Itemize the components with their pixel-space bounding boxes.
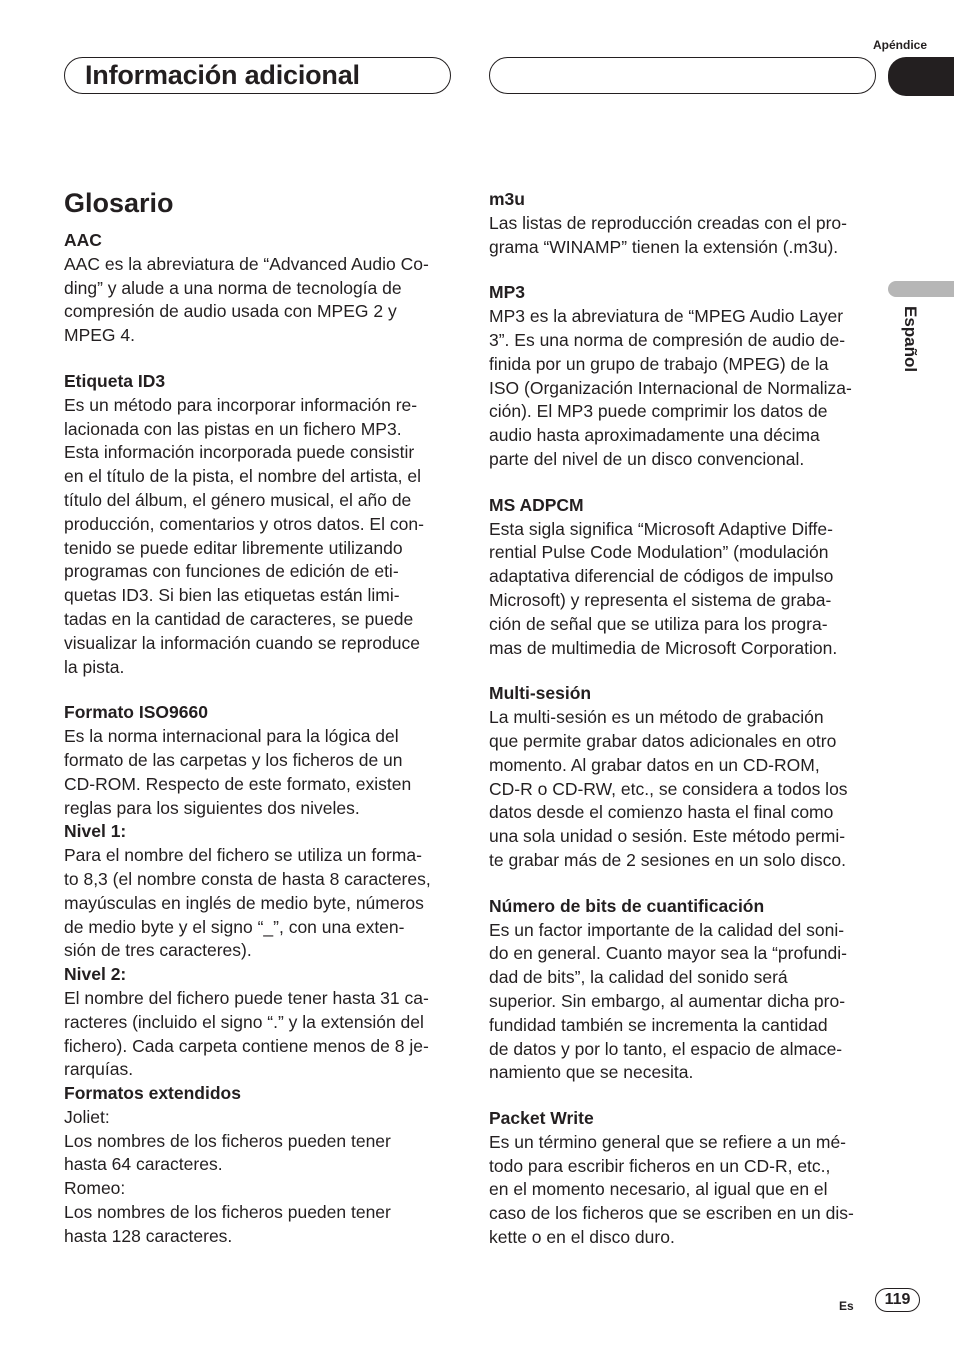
glossary-term: Packet Write: [489, 1108, 594, 1129]
footer-language-code: Es: [839, 1299, 854, 1313]
glossary-definition: Es un método para incorporar información re- lacionada con las pistas en un fichero MP3. Esta información incorporada puede consistir en el título de la pista, el nombre del artista, el título del álbum, el género musical, el año de producción, comentarios y otros datos. El con- tenido se puede editar libremente utilizando programas con funciones de edición de eti- quetas ID3. Si bien las etiquetas están limi- tadas en la cantidad de caracteres, se puede visualizar la información cuando se reproduce la pista.: [64, 394, 424, 677]
glossary-entry: [64, 370, 454, 679]
glossary-entry: [489, 494, 879, 661]
glossary-definition: Esta sigla significa “Microsoft Adaptive Diffe- rential Pulse Code Modulation” (modulación adaptativa diferencial de códigos de impulso Microsoft) y representa el sistema de graba- ción de señal que se utiliza para los progra- mas de multimedia de Microsoft Corporation.: [489, 518, 838, 658]
header-title-box: [64, 57, 451, 94]
glossary-definition: AAC es la abreviatura de “Advanced Audio Co- ding” y alude a una norma de tecnología de compresión de audio usada con MPEG 2 y MPEG 4.: [64, 253, 429, 346]
glossary-term: Etiqueta ID3: [64, 370, 166, 391]
glossary-definition: La multi-sesión es un método de grabación que permite grabar datos adicionales en otro momento. Al grabar datos en un CD-ROM, CD-R o CD-RW, etc., se considera a todos los datos desde el comienzo hasta el final como una sola unidad o sesión. Este método permi- te grabar más de 2 sesiones en un solo disco.: [489, 707, 848, 870]
glossary-definition: Es un factor importante de la calidad del soni- do en general. Cuanto mayor sea la “profundi- dad de bits”, la calidad del sonido será superior. Sin embargo, al aumentar dicha pro- fundidad también se incrementa la cantidad de datos y por lo tanto, el espacio de almace- namiento que se necesita.: [489, 919, 847, 1083]
sub-term: Nivel 2:: [64, 964, 127, 985]
glossary-definition: Es la norma internacional para la lógica del formato de las carpetas y los ficheros de un CD-ROM. Respecto de este formato, existen reglas para los siguientes dos niveles.: [64, 726, 412, 818]
glossary-term: AAC: [64, 230, 102, 250]
sub-definition: Para el nombre del fichero se utiliza un forma- to 8,3 (el nombre consta de hasta 8 caracteres, mayúsculas en inglés de medio byte, números de medio byte y el signo “_”, con una exten- sión de tres caracteres).: [64, 845, 431, 961]
glossary-definition: Las listas de reproducción creadas con el pro- grama “WINAMP” tienen la extensión (.m3u).: [489, 212, 847, 257]
glossary-term: MP3: [489, 282, 525, 303]
glossary-title: Glosario: [64, 188, 174, 218]
language-tab: [888, 281, 954, 297]
glossary-entry: [489, 682, 879, 872]
right-column: [489, 188, 879, 1272]
glossary-entry: [489, 1107, 879, 1250]
glossary-term: Multi-sesión: [489, 683, 592, 704]
glossary-definition: MP3 es la abreviatura de “MPEG Audio Layer 3”. Es una norma de compresión de audio de- finida por un grupo de trabajo (MPEG) de la ISO (Organización Internacional de Normaliza- ción). El MP3 puede comprimir los datos de audio hasta aproximadamente una décima parte del nivel de un disco convencional.: [489, 306, 852, 469]
left-column: [64, 186, 454, 1271]
glossary-entry: [64, 229, 454, 348]
page-number: 119: [875, 1288, 920, 1312]
glossary-entry: [64, 701, 454, 1248]
glossary-term: Número de bits de cuantificación: [489, 895, 765, 916]
glossary-entry: [489, 895, 879, 1085]
sub-term: Formatos extendidos: [64, 1083, 241, 1104]
sub-definition: El nombre del fichero puede tener hasta 31 ca- racteres (incluido el signo “.” y la extensión del fichero). Cada carpeta contiene menos de 8 je- rarquías.: [64, 987, 429, 1080]
language-label: Español: [901, 306, 920, 373]
sub-definition: Joliet: Los nombres de los ficheros pueden tener hasta 64 caracteres. Romeo: Los nombres de los ficheros pueden tener hasta 128 caracteres.: [64, 1106, 391, 1246]
glossary-entry: [489, 281, 879, 471]
black-tab: [888, 57, 954, 96]
glossary-term: m3u: [489, 189, 525, 209]
header-right-box: [489, 57, 876, 94]
section-label: Apéndice: [872, 38, 927, 52]
sub-term: Nivel 1:: [64, 821, 127, 842]
page-title: Información adicional: [85, 60, 360, 90]
glossary-definition: Es un término general que se refiere a un mé- todo para escribir ficheros en un CD-R, etc., en el momento necesario, al igual que en el caso de los ficheros que se escriben en un dis- kette o en el disco duro.: [489, 1131, 854, 1248]
glossary-term: MS ADPCM: [489, 494, 584, 515]
glossary-term: Formato ISO9660: [64, 702, 208, 723]
glossary-entry: [489, 188, 879, 259]
